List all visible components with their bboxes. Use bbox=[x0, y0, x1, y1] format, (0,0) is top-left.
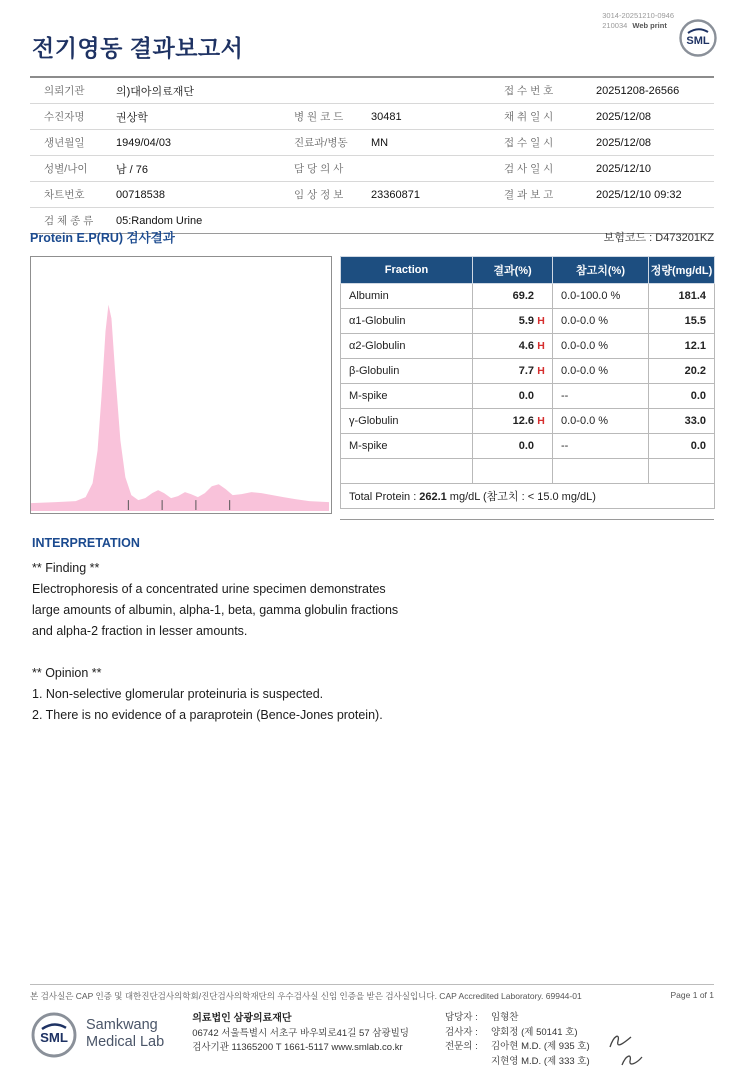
interpretation-line: 1. Non-selective glomerular proteinuria is suspected. bbox=[32, 687, 324, 701]
result-cell bbox=[473, 334, 553, 359]
reference-cell: 0.0-100.0 % bbox=[553, 284, 649, 309]
result-cell bbox=[473, 384, 553, 409]
result-value: 4.6 bbox=[518, 340, 534, 352]
logo-text: SML bbox=[40, 1030, 68, 1046]
staff-row bbox=[445, 1011, 590, 1026]
field-value: 1949/04/03 bbox=[110, 130, 280, 156]
result-value: 7.7 bbox=[518, 365, 534, 377]
print-mode-line bbox=[602, 21, 674, 31]
print-mode: Web print bbox=[632, 21, 667, 31]
field-label: 접 수 일 시 bbox=[490, 130, 590, 156]
staff-value: 임형찬 bbox=[490, 1012, 519, 1023]
interpretation-line bbox=[32, 642, 652, 663]
result-cell bbox=[473, 309, 553, 334]
quantity-cell: 12.1 bbox=[649, 334, 715, 359]
field-value: 남 / 76 bbox=[110, 156, 280, 182]
reference-cell: 0.0-0.0 % bbox=[553, 409, 649, 434]
field-label: 채 취 일 시 bbox=[490, 104, 590, 130]
insurance-code: 보험코드 : D473201KZ bbox=[603, 232, 714, 244]
print-code: 3014-20251210-0946 bbox=[602, 11, 674, 20]
result-value: 12.6 bbox=[512, 415, 534, 427]
staff-label: 담당자 : bbox=[444, 1012, 478, 1023]
footer bbox=[30, 984, 714, 1071]
brand-name bbox=[86, 1017, 164, 1050]
sml-logo-icon bbox=[678, 18, 718, 58]
staff-label: 검사자 : bbox=[444, 1026, 478, 1038]
staff-info bbox=[445, 1011, 590, 1070]
quantity-cell: 0.0 bbox=[649, 384, 715, 409]
result-flag: H bbox=[537, 365, 545, 377]
print-info bbox=[602, 11, 674, 31]
field-label: 생년월일 bbox=[30, 130, 110, 156]
electrophoresis-chart-svg bbox=[31, 257, 329, 511]
interpretation-line: 2. There is no evidence of a paraprotein (Bence-Jones protein). bbox=[32, 708, 383, 722]
results-table bbox=[340, 256, 715, 509]
table-row bbox=[341, 284, 715, 309]
field-value: MN bbox=[365, 130, 490, 156]
field-label: 결 과 보 고 bbox=[490, 182, 590, 208]
field-label: 검 사 일 시 bbox=[490, 156, 590, 182]
total-protein bbox=[341, 484, 715, 509]
table-row bbox=[30, 104, 714, 130]
results-underline bbox=[340, 519, 714, 520]
page-number: Page 1 of 1 bbox=[670, 990, 714, 1000]
field-value: 2025/12/10 bbox=[590, 156, 714, 182]
brand-line: Medical Lab bbox=[86, 1033, 165, 1050]
table-row bbox=[341, 309, 715, 334]
field-value: 00718538 bbox=[110, 182, 280, 208]
field-value: 23360871 bbox=[365, 182, 490, 208]
field-label: 담 당 의 사 bbox=[280, 156, 365, 182]
field-value: 2025/12/08 bbox=[590, 130, 714, 156]
footer-note bbox=[30, 984, 714, 1002]
interpretation-line: and alpha-2 fraction in lesser amounts. bbox=[32, 624, 248, 638]
table-row bbox=[30, 156, 714, 182]
field-label: 검 체 종 류 bbox=[30, 208, 110, 234]
result-cell bbox=[473, 434, 553, 459]
empty-cell bbox=[473, 459, 553, 484]
quantity-cell: 15.5 bbox=[649, 309, 715, 334]
column-header: 결과(%) bbox=[473, 257, 553, 284]
column-header: Fraction bbox=[341, 257, 473, 284]
fraction-cell: M-spike bbox=[341, 384, 473, 409]
quantity-cell: 33.0 bbox=[649, 409, 715, 434]
staff-value: 김아현 M.D. (제 935 호) bbox=[490, 1041, 590, 1053]
result-value: 0.0 bbox=[518, 390, 534, 402]
field-label: 의뢰기관 bbox=[30, 77, 110, 104]
organization-contact: 검사기관 11365200 T 1661-5117 www.smlab.co.kr bbox=[192, 1042, 403, 1054]
logo-text: SML bbox=[686, 35, 710, 47]
field-value: 30481 bbox=[365, 104, 490, 130]
field-value bbox=[365, 156, 490, 182]
field-value: 의)대아의료재단 bbox=[110, 77, 490, 104]
empty-cell bbox=[553, 459, 649, 484]
field-label: 차트번호 bbox=[30, 182, 110, 208]
staff-value: 양회정 (제 50141 호) bbox=[490, 1026, 578, 1038]
organization-name: 의료법인 삼광의료재단 bbox=[192, 1013, 292, 1024]
result-cell bbox=[473, 409, 553, 434]
electrophoresis-curve bbox=[31, 305, 329, 511]
result-value: 69.2 bbox=[512, 290, 534, 302]
interpretation-section bbox=[32, 536, 652, 726]
staff-label: 전문의 : bbox=[444, 1041, 478, 1053]
organization-address: 06742 서울특별시 서초구 바우뫼로41길 57 삼광빌딩 bbox=[192, 1027, 409, 1039]
result-cell bbox=[473, 359, 553, 384]
table-row bbox=[30, 182, 714, 208]
interpretation-line: Electrophoresis of a concentrated urine specimen demonstrates bbox=[32, 582, 386, 596]
staff-row bbox=[445, 1026, 590, 1041]
result-flag: H bbox=[537, 315, 545, 327]
reference-cell: 0.0-0.0 % bbox=[553, 309, 649, 334]
reference-cell: 0.0-0.0 % bbox=[553, 359, 649, 384]
field-label: 병 원 코 드 bbox=[280, 104, 365, 130]
result-flag: H bbox=[537, 340, 545, 352]
table-row-empty bbox=[341, 459, 715, 484]
field-label: 수진자명 bbox=[30, 104, 110, 130]
reference-cell: 0.0-0.0 % bbox=[553, 334, 649, 359]
fraction-cell: α2-Globulin bbox=[341, 334, 473, 359]
table-row bbox=[341, 409, 715, 434]
total-row bbox=[341, 484, 715, 509]
table-row bbox=[30, 77, 714, 104]
interpretation-heading: INTERPRETATION bbox=[32, 536, 140, 550]
page-title: 전기영동 결과보고서 bbox=[32, 35, 244, 61]
column-header: 정량(mg/dL) bbox=[649, 257, 715, 284]
interpretation-line: ** Opinion ** bbox=[32, 666, 102, 680]
interpretation-line: large amounts of albumin, alpha-1, beta, gamma globulin fractions bbox=[32, 603, 399, 617]
result-flag: H bbox=[537, 415, 545, 427]
field-label: 진료과/병동 bbox=[280, 130, 365, 156]
quantity-cell: 181.4 bbox=[649, 284, 715, 309]
fraction-cell: α1-Globulin bbox=[341, 309, 473, 334]
fraction-cell: γ-Globulin bbox=[341, 409, 473, 434]
column-header: 참고치(%) bbox=[553, 257, 649, 284]
field-label: 접 수 번 호 bbox=[490, 77, 590, 104]
staff-row bbox=[445, 1040, 590, 1055]
staff-value: 지현영 M.D. (제 333 호) bbox=[490, 1056, 590, 1068]
reference-cell: -- bbox=[553, 434, 649, 459]
total-label: Total Protein : bbox=[349, 491, 417, 503]
total-value: 262.1 bbox=[419, 491, 447, 503]
field-label: 성별/나이 bbox=[30, 156, 110, 182]
interpretation-line: ** Finding ** bbox=[32, 561, 100, 575]
empty-cell bbox=[341, 459, 473, 484]
field-value: 20251208-26566 bbox=[590, 77, 714, 104]
footer-main bbox=[30, 1011, 714, 1071]
brand-line: Samkwang bbox=[86, 1017, 158, 1033]
table-row bbox=[341, 384, 715, 409]
sml-logo-icon bbox=[30, 1011, 78, 1059]
fraction-cell: β-Globulin bbox=[341, 359, 473, 384]
result-section-header bbox=[30, 228, 714, 246]
fraction-cell: Albumin bbox=[341, 284, 473, 309]
patient-info-table bbox=[30, 76, 714, 234]
table-row bbox=[341, 334, 715, 359]
total-suffix: mg/dL (참고치 : < 15.0 mg/dL) bbox=[449, 491, 596, 503]
result-cell bbox=[473, 284, 553, 309]
quantity-cell: 0.0 bbox=[649, 434, 715, 459]
field-value: 권상학 bbox=[110, 104, 280, 130]
print-code2: 210034 bbox=[602, 21, 628, 31]
field-value: 05:Random Urine bbox=[110, 208, 714, 234]
quantity-cell: 20.2 bbox=[649, 359, 715, 384]
organization-info bbox=[192, 1011, 409, 1056]
patient-info-section bbox=[30, 76, 714, 234]
empty-cell bbox=[649, 459, 715, 484]
table-row bbox=[341, 359, 715, 384]
signature bbox=[604, 1029, 658, 1071]
fraction-cell: M-spike bbox=[341, 434, 473, 459]
result-value: 5.9 bbox=[518, 315, 534, 327]
field-label: 임 상 정 보 bbox=[280, 182, 365, 208]
accreditation-text: 본 검사실은 CAP 인증 및 대한진단검사의학회/진단검사의학재단의 우수검사실 신임 인증을 받은 검사실입니다. CAP Accredited Laboratory. 69944-01 bbox=[30, 991, 582, 1001]
staff-label bbox=[445, 1055, 491, 1070]
staff-row bbox=[445, 1055, 590, 1070]
field-value: 2025/12/08 bbox=[590, 104, 714, 130]
reference-cell: -- bbox=[553, 384, 649, 409]
result-value: 0.0 bbox=[518, 440, 534, 452]
section-title: Protein E.P(RU) 검사결과 bbox=[30, 231, 175, 245]
table-row bbox=[30, 130, 714, 156]
table-row bbox=[341, 434, 715, 459]
electrophoresis-chart bbox=[30, 256, 332, 514]
field-value: 2025/12/10 09:32 bbox=[590, 182, 714, 208]
table-header-row bbox=[341, 257, 715, 284]
results-section bbox=[340, 256, 714, 520]
